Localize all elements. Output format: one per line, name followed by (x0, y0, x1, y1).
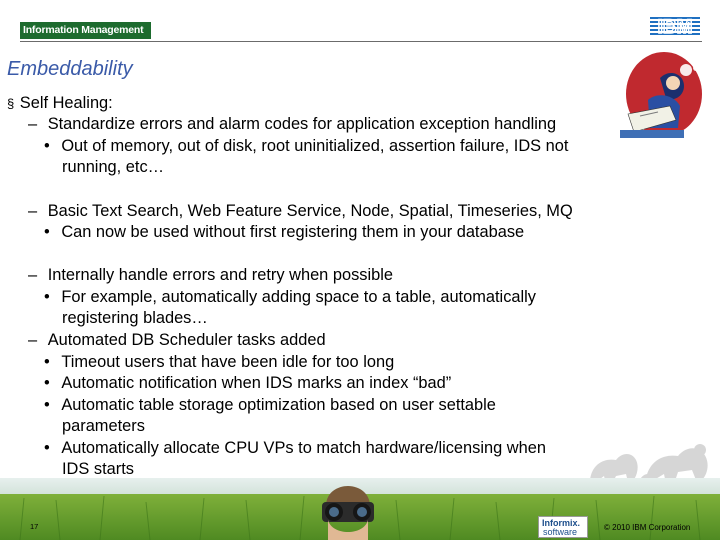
informix-logo-bottom: software (543, 527, 578, 537)
list-item-continuation: IDS starts (62, 460, 134, 478)
list-item-text: Out of memory, out of disk, root uninitialized, assertion failure, IDS not (61, 137, 569, 155)
list-item (7, 94, 113, 113)
list-item (44, 288, 536, 307)
list-item-text: For example, automatically adding space to a table, automatically (61, 288, 536, 306)
list-item-text: Standardize errors and alarm codes for application exception handling (47, 115, 557, 133)
dash-marker: – (28, 331, 38, 349)
list-item-text: Automatically allocate CPU VPs to match hardware/licensing when (61, 439, 546, 457)
dash-marker: – (28, 202, 38, 220)
copyright: © 2010 IBM Corporation (604, 523, 691, 532)
list-item-text: Basic Text Search, Web Feature Service, Node, Spatial, Timeseries, MQ (47, 202, 573, 220)
list-item-text: Internally handle errors and retry when possible (47, 266, 393, 284)
dot-marker: • (44, 137, 50, 155)
informix-logo (538, 516, 588, 538)
list-item (44, 137, 568, 156)
dot-marker: • (44, 439, 50, 457)
binoculars-person (312, 484, 384, 540)
list-item-continuation: running, etc… (62, 158, 165, 176)
list-item-text: Can now be used without first registering them in your database (61, 223, 525, 241)
dash-marker: – (28, 115, 38, 133)
list-item-text: Automated DB Scheduler tasks added (47, 331, 326, 349)
list-item-continuation: parameters (62, 417, 145, 435)
list-item-continuation: registering blades… (62, 309, 208, 327)
dot-marker: • (44, 374, 50, 392)
list-item-text: Timeout users that have been idle for too long (61, 353, 395, 371)
list-item (44, 439, 546, 458)
list-item (44, 396, 496, 415)
bullet-marker: § (7, 96, 15, 111)
list-item (28, 266, 393, 285)
informix-logo-top: Informix. (542, 518, 581, 528)
dot-marker: • (44, 223, 50, 241)
list-item (28, 115, 556, 134)
dot-marker: • (44, 353, 50, 371)
ibm-logo-text: IBM (657, 17, 693, 36)
page-number: 17 (30, 522, 39, 531)
slide-title: Embeddability (7, 58, 133, 80)
list-item (44, 374, 451, 393)
list-item (44, 353, 394, 372)
dash-marker: – (28, 266, 38, 284)
header-band: Information Management (20, 22, 151, 39)
list-item-text: Automatic notification when IDS marks an index “bad” (61, 374, 452, 392)
list-item-text: Self Healing: (19, 94, 113, 112)
list-item (44, 223, 524, 242)
list-item (28, 202, 573, 221)
list-item (28, 331, 326, 350)
list-item-text: Automatic table storage optimization based on user settable (61, 396, 496, 414)
dot-marker: • (44, 396, 50, 414)
dot-marker: • (44, 288, 50, 306)
